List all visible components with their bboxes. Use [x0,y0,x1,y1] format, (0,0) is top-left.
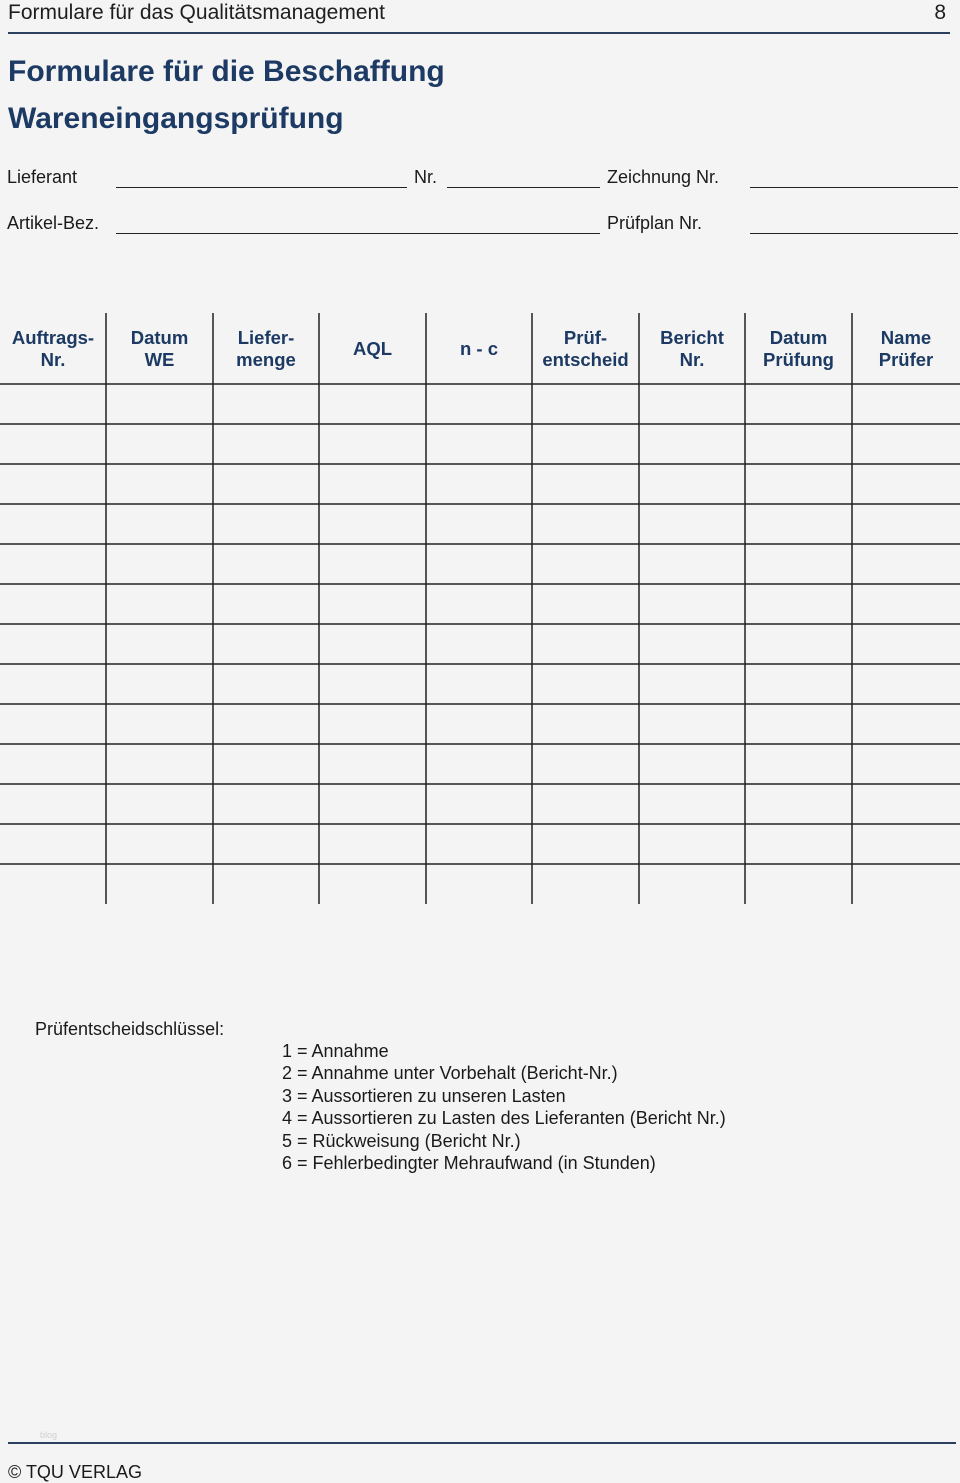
table-cell[interactable] [320,705,425,743]
table-cell[interactable] [853,745,959,783]
table-cell[interactable] [427,825,531,863]
table-cell[interactable] [746,865,851,903]
table-cell[interactable] [427,625,531,663]
table-cell[interactable] [1,505,105,543]
table-cell[interactable] [853,505,959,543]
table-cell[interactable] [853,705,959,743]
column-header [106,323,213,375]
decision-key-item: 5 = Rückweisung (Bericht Nr.) [282,1130,521,1151]
zeichnung-nr-label: Zeichnung Nr. [607,167,720,187]
inspection-table [0,313,960,905]
table-cell[interactable] [746,785,851,823]
table-cell[interactable] [214,505,318,543]
table-cell[interactable] [320,505,425,543]
table-cell[interactable] [746,705,851,743]
table-cell[interactable] [427,745,531,783]
column-header [213,323,319,375]
column-header-label: Prüfung [763,349,834,370]
column-header-label: WE [144,349,175,370]
table-cell[interactable] [107,465,212,503]
table-cell[interactable] [107,425,212,463]
table-cell[interactable] [427,705,531,743]
table-cell[interactable] [853,545,959,583]
decision-key-item: 3 = Aussortieren zu unseren Lasten [282,1085,566,1106]
table-cell[interactable] [746,385,851,423]
table-cell[interactable] [320,665,425,703]
column-header-label: Prüf- [563,327,608,348]
pruefplan-nr-label: Prüfplan Nr. [607,213,703,233]
table-cell[interactable] [427,385,531,423]
publisher-footer: © TQU VERLAG [8,1462,142,1482]
table-cell[interactable] [853,665,959,703]
column-header-label: Auftrags- [11,327,95,348]
table-cell[interactable] [107,385,212,423]
column-header-label: menge [236,349,296,370]
table-cell[interactable] [746,625,851,663]
table-cell[interactable] [853,425,959,463]
table-cell[interactable] [1,585,105,623]
table-cell[interactable] [107,505,212,543]
table-cell[interactable] [853,865,959,903]
table-cell[interactable] [853,385,959,423]
table-cell[interactable] [853,785,959,823]
running-header [8,1,946,25]
table-cell[interactable] [533,545,638,583]
table-cell[interactable] [1,545,105,583]
table-cell[interactable] [640,825,744,863]
table-cell[interactable] [746,425,851,463]
table-cell[interactable] [214,785,318,823]
table-grid [0,313,960,905]
lieferant-label: Lieferant [7,167,78,187]
table-cell[interactable] [1,425,105,463]
table-cell[interactable] [214,705,318,743]
table-cell[interactable] [214,545,318,583]
table-cell[interactable] [1,865,105,903]
table-cell[interactable] [107,665,212,703]
table-cell[interactable] [427,505,531,543]
column-header [0,323,106,375]
table-cell[interactable] [427,785,531,823]
table-cell[interactable] [1,785,105,823]
table-cell[interactable] [214,385,318,423]
table-cell[interactable] [107,825,212,863]
table-cell[interactable] [320,425,425,463]
zeichnung-nr-field[interactable] [750,187,958,188]
column-header [426,323,532,375]
table-cell[interactable] [427,545,531,583]
table-cell[interactable] [746,665,851,703]
table-cell[interactable] [214,745,318,783]
table-cell[interactable] [533,585,638,623]
table-cell[interactable] [427,865,531,903]
table-cell[interactable] [1,385,105,423]
column-header [852,323,960,375]
nr-field[interactable] [447,187,600,188]
table-cell[interactable] [533,385,638,423]
table-cell[interactable] [533,825,638,863]
column-header [319,323,426,375]
table-cell[interactable] [640,745,744,783]
column-header [532,323,639,375]
table-cell[interactable] [533,745,638,783]
column-header-label: Prüfer [878,349,934,370]
table-cell[interactable] [427,665,531,703]
table-cell[interactable] [107,545,212,583]
table-cell[interactable] [320,745,425,783]
table-cell[interactable] [533,425,638,463]
decision-key-list [282,1040,726,1174]
table-cell[interactable] [1,465,105,503]
table-cell[interactable] [320,865,425,903]
watermark: blog [40,1430,58,1440]
table-cell[interactable] [320,825,425,863]
table-cell[interactable] [320,625,425,663]
table-cell[interactable] [427,585,531,623]
table-cell[interactable] [746,745,851,783]
table-cell[interactable] [640,665,744,703]
column-header-label: entscheid [542,349,629,370]
table-cell[interactable] [533,705,638,743]
decision-key-item: 6 = Fehlerbedingter Mehraufwand (in Stunden) [282,1153,656,1174]
table-cell[interactable] [640,385,744,423]
table-cell[interactable] [214,465,318,503]
table-cell[interactable] [853,585,959,623]
column-header-label: Name [880,327,932,348]
column-header-label: Bericht [660,327,724,348]
table-cell[interactable] [1,705,105,743]
table-cell[interactable] [214,825,318,863]
column-header-label: n - c [459,338,499,359]
table-cell[interactable] [320,545,425,583]
column-header-label: Liefer- [237,327,295,348]
table-cell[interactable] [1,625,105,663]
table-cell[interactable] [640,585,744,623]
table-cell[interactable] [640,785,744,823]
table-cell[interactable] [320,785,425,823]
decision-key-item: 4 = Aussortieren zu Lasten des Lieferanten (Bericht Nr.) [282,1108,726,1129]
table-cell[interactable] [640,705,744,743]
table-cell[interactable] [320,465,425,503]
table-cell[interactable] [107,785,212,823]
artikel-bez-field[interactable] [116,233,600,234]
header-rule [8,32,950,34]
table-cell[interactable] [107,865,212,903]
table-cell[interactable] [746,825,851,863]
pruefplan-nr-field[interactable] [750,233,958,234]
column-header-label: Datum [130,327,189,348]
table-cell[interactable] [214,585,318,623]
table-cell[interactable] [853,825,959,863]
decision-key-item: 2 = Annahme unter Vorbehalt (Bericht-Nr.) [282,1063,618,1084]
table-cell[interactable] [533,785,638,823]
form-category-title: Formulare für die Beschaffung [8,55,445,88]
table-cell[interactable] [1,825,105,863]
lieferant-field[interactable] [116,187,407,188]
table-cell[interactable] [533,465,638,503]
table-cell[interactable] [746,465,851,503]
table-cell[interactable] [214,865,318,903]
table-cell[interactable] [107,745,212,783]
table-cell[interactable] [533,665,638,703]
table-cell[interactable] [107,625,212,663]
decision-key-title: Prüfentscheidschlüssel: [35,1019,225,1039]
column-header-label: Nr. [40,349,66,370]
form-title: Wareneingangsprüfung [8,102,344,135]
table-cell[interactable] [640,425,744,463]
table-cell[interactable] [746,505,851,543]
table-cell[interactable] [533,865,638,903]
table-cell[interactable] [427,425,531,463]
table-cell[interactable] [1,745,105,783]
table-cell[interactable] [640,465,744,503]
table-cell[interactable] [533,505,638,543]
column-header [745,323,852,375]
column-header [639,323,745,375]
table-cell[interactable] [533,625,638,663]
table-cell[interactable] [640,545,744,583]
column-header-label: AQL [352,338,393,359]
table-cell[interactable] [853,625,959,663]
table-cell[interactable] [214,425,318,463]
table-cell[interactable] [853,465,959,503]
table-cell[interactable] [107,585,212,623]
page-number: 8 [934,1,946,24]
table-cell[interactable] [214,625,318,663]
table-cell[interactable] [214,665,318,703]
table-cell[interactable] [427,465,531,503]
table-cell[interactable] [640,865,744,903]
table-cell[interactable] [640,625,744,663]
artikel-bez-label: Artikel-Bez. [7,213,100,233]
nr-label: Nr. [414,167,438,187]
footer-rule [8,1442,956,1444]
table-cell[interactable] [1,665,105,703]
table-cell[interactable] [107,705,212,743]
table-cell[interactable] [640,505,744,543]
decision-key-item: 1 = Annahme [282,1041,389,1061]
running-header-title: Formulare für das Qualitätsmanagement [8,1,386,24]
column-header-label: Nr. [679,349,705,370]
table-cell[interactable] [320,385,425,423]
table-cell[interactable] [746,545,851,583]
column-header-label: Datum [769,327,828,348]
table-cell[interactable] [746,585,851,623]
table-cell[interactable] [320,585,425,623]
